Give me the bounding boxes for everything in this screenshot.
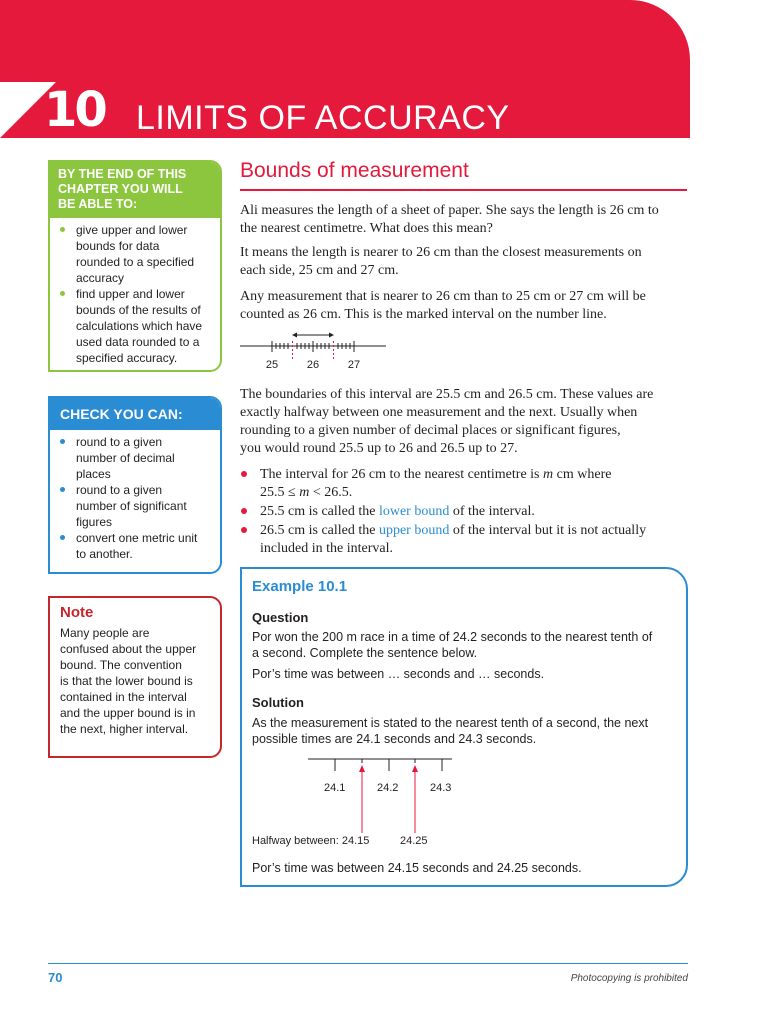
list-item: find upper and lower bounds of the results of calculations which have used data rounded to a specified accuracy.	[60, 286, 216, 366]
check-list	[50, 430, 220, 562]
check-you-can-box	[48, 396, 222, 574]
example-answer: Por’s time was between 24.15 seconds and 24.25 seconds.	[252, 861, 582, 875]
note-heading: Note	[60, 604, 94, 621]
chapter-number: 10	[44, 82, 105, 138]
list-item: round to a given number of decimal places	[60, 434, 216, 482]
footer-rule	[48, 963, 688, 964]
note-box	[48, 596, 222, 758]
tick-label: 25	[265, 359, 279, 371]
question-sentence: Por’s time was between … seconds and … seconds.	[252, 667, 545, 681]
list-item: convert one metric unit to another.	[60, 530, 216, 562]
tick-label: 26	[306, 359, 320, 371]
list-item: The interval for 26 cm to the nearest centimetre is m cm where 25.5 ≤ m < 26.5.	[240, 466, 688, 502]
bullet-icon	[241, 471, 247, 477]
copyright-notice: Photocopying is prohibited	[570, 973, 688, 984]
list-item: give upper and lower bounds for data rounded to a specified accuracy	[60, 222, 216, 286]
example-title: Example 10.1	[252, 578, 348, 595]
bounds-bullet-list	[240, 466, 688, 559]
number-line-centimetres	[240, 330, 400, 374]
bullet-icon	[241, 508, 247, 514]
chapter-title: LIMITS OF ACCURACY	[136, 99, 510, 137]
lower-bound-term: lower bound	[378, 504, 450, 519]
section-rule	[240, 189, 687, 191]
objectives-box	[48, 160, 222, 372]
page-number: 70	[48, 970, 63, 985]
tick-label: 24.2	[377, 782, 399, 794]
bullet-icon	[60, 291, 65, 296]
question-label: Question	[252, 610, 309, 625]
objectives-list	[50, 218, 220, 366]
paragraph-3: Any measurement that is nearer to 26 cm than to 25 cm or 27 cm will be counted as 26 cm. This is the marked interval on the number line.	[240, 289, 646, 322]
solution-label: Solution	[252, 695, 304, 710]
bullet-icon	[60, 439, 65, 444]
solution-text: As the measurement is stated to the nearest tenth of a second, the next possible times are 24.1 seconds and 24.3 seconds.	[252, 716, 649, 746]
paragraph-4: The boundaries of this interval are 25.5 cm and 26.5 cm. These values are exactly halfway between one measurement and the next. Usually when rounding to a given number of decimal places or significant figures, you would round 25.5 up to 26 and 26.5 up to 27.	[240, 387, 654, 456]
example-box	[240, 567, 688, 887]
list-item: round to a given number of significant figures	[60, 482, 216, 530]
note-body: Many people are confused about the upper bound. The convention is that the lower bound is contained in the interval and the upper bound is in the next, higher interval.	[60, 626, 197, 736]
paragraph-1: Ali measures the length of a sheet of paper. She says the length is 26 cm to the nearest centimetre. What does this mean?	[240, 203, 659, 236]
check-heading: CHECK YOU CAN:	[50, 398, 220, 430]
objectives-heading: BY THE END OF THIS CHAPTER YOU WILL BE ABLE TO:	[50, 162, 220, 218]
tick-label: 27	[347, 359, 361, 371]
upper-bound-term: upper bound	[378, 523, 450, 538]
bullet-icon	[241, 527, 247, 533]
bullet-icon	[60, 227, 65, 232]
tick-label: 24.3	[430, 782, 452, 794]
paragraph-2: It means the length is nearer to 26 cm than the closest measurements on each side, 25 cm and 27 cm.	[240, 245, 642, 278]
bullet-icon	[60, 487, 65, 492]
section-title: Bounds of measurement	[240, 159, 469, 182]
bullet-icon	[60, 535, 65, 540]
tick-label: 24.1	[324, 782, 346, 794]
list-item: 25.5 cm is called the lower bound of the interval.	[240, 503, 688, 521]
question-text: Por won the 200 m race in a time of 24.2 seconds to the nearest tenth of a second. Complete the sentence below.	[252, 630, 653, 660]
list-item: 26.5 cm is called the upper bound of the interval but it is not actually included in the interval.	[240, 522, 688, 558]
halfway-label: Halfway between: 24.15	[252, 835, 370, 847]
halfway-second-value: 24.25	[400, 835, 428, 847]
